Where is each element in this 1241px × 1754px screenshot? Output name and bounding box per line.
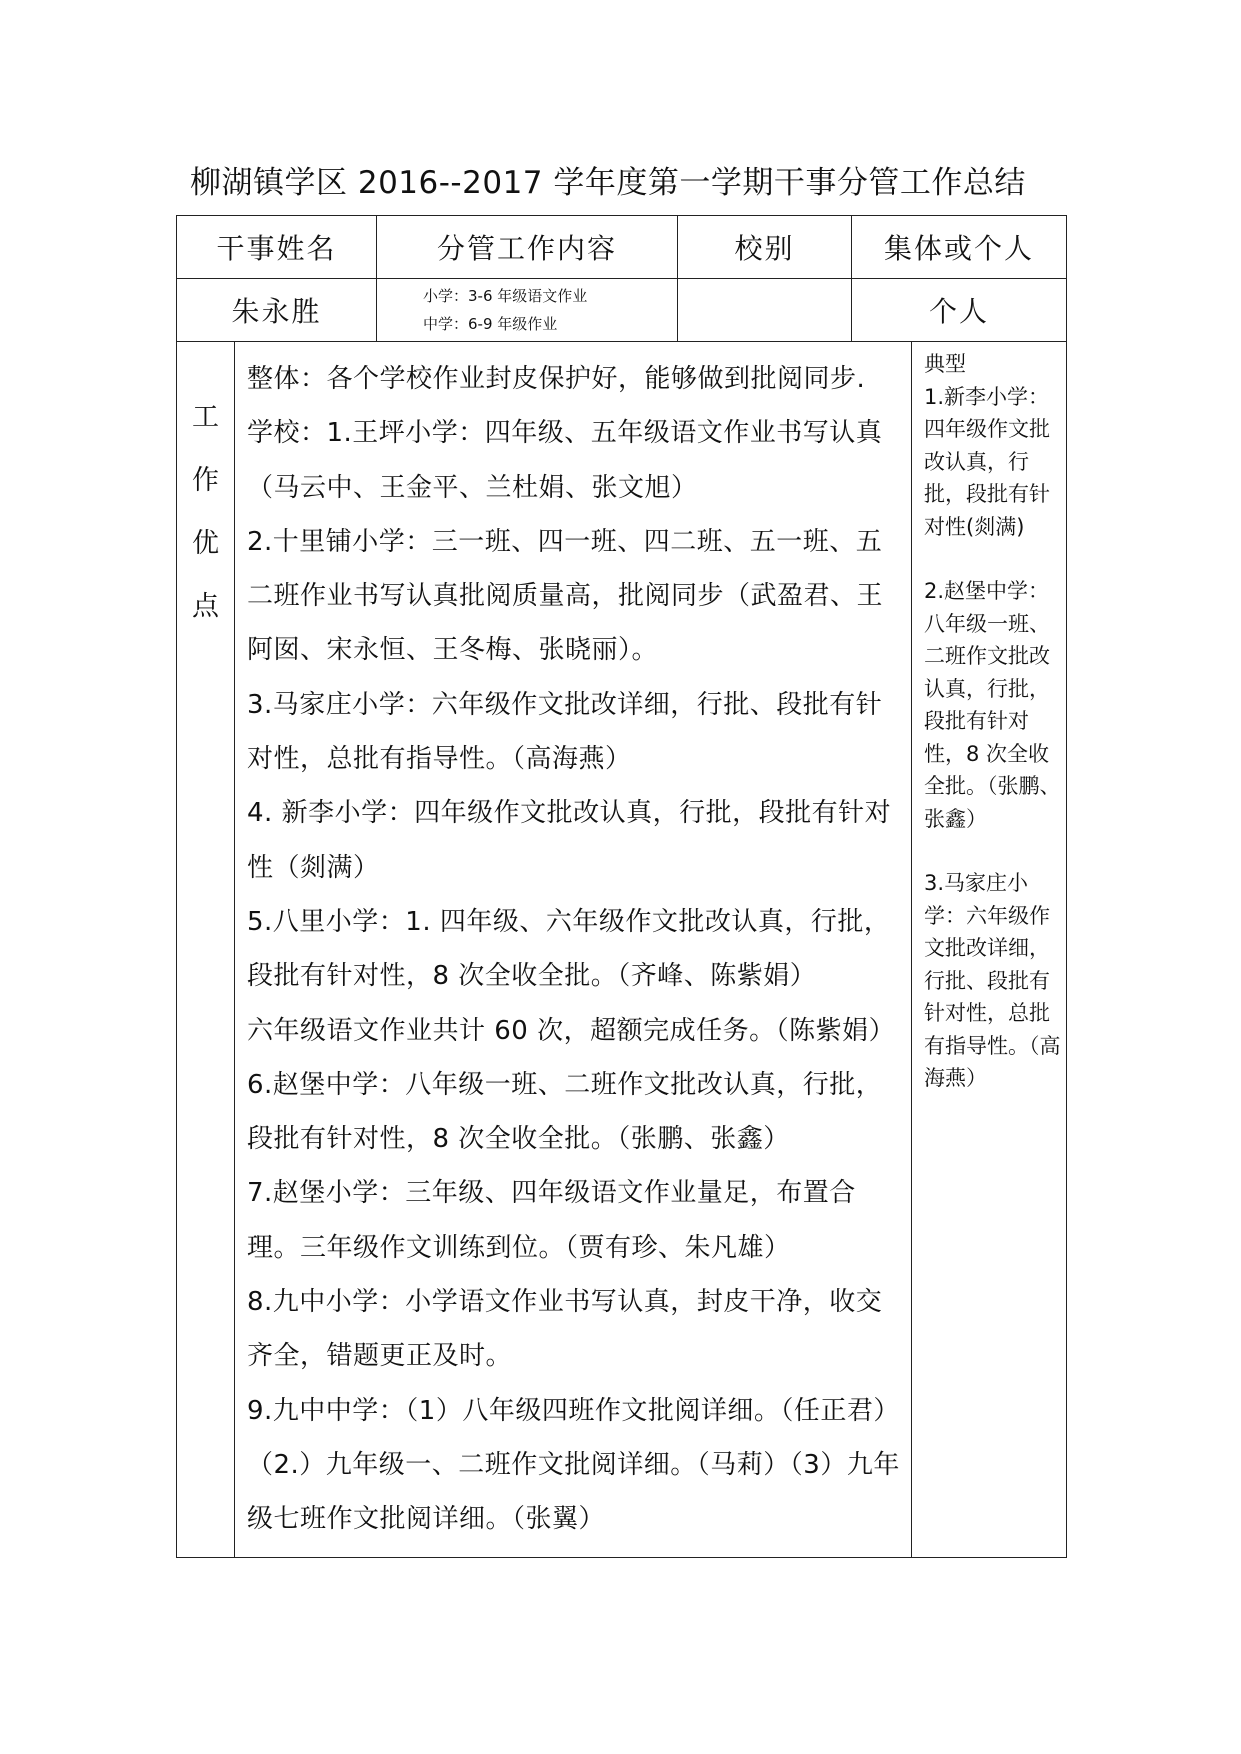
paragraph: 2.十里铺小学：三一班、四一班、四二班、五一班、五二班作业书写认真批阅质量高，批阅同步（武盈君、王阿囡、宋永恒、王冬梅、张晓丽）。 — [247, 526, 884, 666]
work-merits-content — [235, 342, 912, 1558]
staff-name: 朱永胜 — [177, 279, 377, 342]
typical-heading: 典型 — [924, 352, 967, 376]
document-title: 柳湖镇学区 2016--2017 学年度第一学期干事分管工作总结 — [190, 165, 1026, 201]
header-duty-content: 分管工作内容 — [377, 216, 678, 279]
paragraph: 7.赵堡小学：三年级、四年级语文作业量足，布置合理。三年级作文训练到位。（贾有珍、朱凡雄） — [247, 1178, 856, 1263]
label-char: 点 — [192, 591, 219, 622]
label-char: 作 — [192, 465, 219, 496]
duty-middle: 中学：6-9 年级作业 — [423, 315, 558, 333]
staff-type: 个人 — [852, 279, 1067, 342]
work-merits-row — [177, 342, 1067, 1558]
paragraph: 9.九中中学：（1）八年级四班作文批阅详细。（任正君）（2.）九年级一、二班作文批阅详细。（马莉）（3）九年级七班作文批阅详细。（张翼） — [247, 1395, 900, 1535]
header-staff-name: 干事姓名 — [177, 216, 377, 279]
paragraph: 3.马家庄小学：六年级作文批改详细，行批、段批有针对性，总批有指导性。（高海燕） — [247, 689, 883, 775]
spacer — [924, 543, 1066, 575]
label-char: 优 — [192, 528, 219, 559]
typical-examples — [912, 342, 1067, 1558]
header-group-or-individual: 集体或个人 — [852, 216, 1067, 279]
paragraph: 5.八里小学：1. 四年级、六年级作文批改认真，行批，段批有针对性，8 次全收全批。（齐峰、陈紫娟） — [247, 906, 891, 992]
typical-item: 2.赵堡中学：八年级一班、二班作文批改认真，行批，段批有针对性，8 次全收全批。（张鹏、张鑫） — [924, 579, 1061, 831]
header-school: 校别 — [678, 216, 852, 279]
duty-primary: 小学：3-6 年级语文作业 — [423, 287, 588, 305]
work-merits-label — [177, 342, 235, 1558]
paragraph: 六年级语文作业共计 60 次，超额完成任务。（陈紫娟） — [247, 1015, 896, 1046]
table-header-row — [177, 216, 1067, 279]
paragraph: 6.赵堡中学：八年级一班、二班作文批改认真，行批，段批有针对性，8 次全收全批。（张鹏、张鑫） — [247, 1069, 883, 1155]
summary-table — [176, 215, 1067, 1558]
paragraph: 整体：各个学校作业封皮保护好，能够做到批阅同步. — [247, 364, 866, 394]
staff-duty-content — [377, 279, 678, 342]
staff-row — [177, 279, 1067, 342]
typical-item: 1.新李小学：四年级作文批改认真，行批，段批有针对性(剡满) — [924, 384, 1051, 539]
typical-item: 3.马家庄小学：六年级作文批改详细，行批、段批有针对性，总批有指导性。（高海燕） — [924, 871, 1061, 1090]
spacer — [924, 835, 1066, 867]
paragraph: 学校：1.王坪小学：四年级、五年级语文作业书写认真（马云中、王金平、兰杜娟、张文旭） — [247, 418, 883, 503]
paragraph: 4. 新李小学：四年级作文批改认真，行批，段批有针对性（剡满） — [247, 798, 892, 883]
staff-school — [678, 279, 852, 342]
paragraph: 8.九中小学：小学语文作业书写认真，封皮干净，收交齐全，错题更正及时。 — [247, 1287, 883, 1372]
label-char: 工 — [192, 402, 219, 433]
